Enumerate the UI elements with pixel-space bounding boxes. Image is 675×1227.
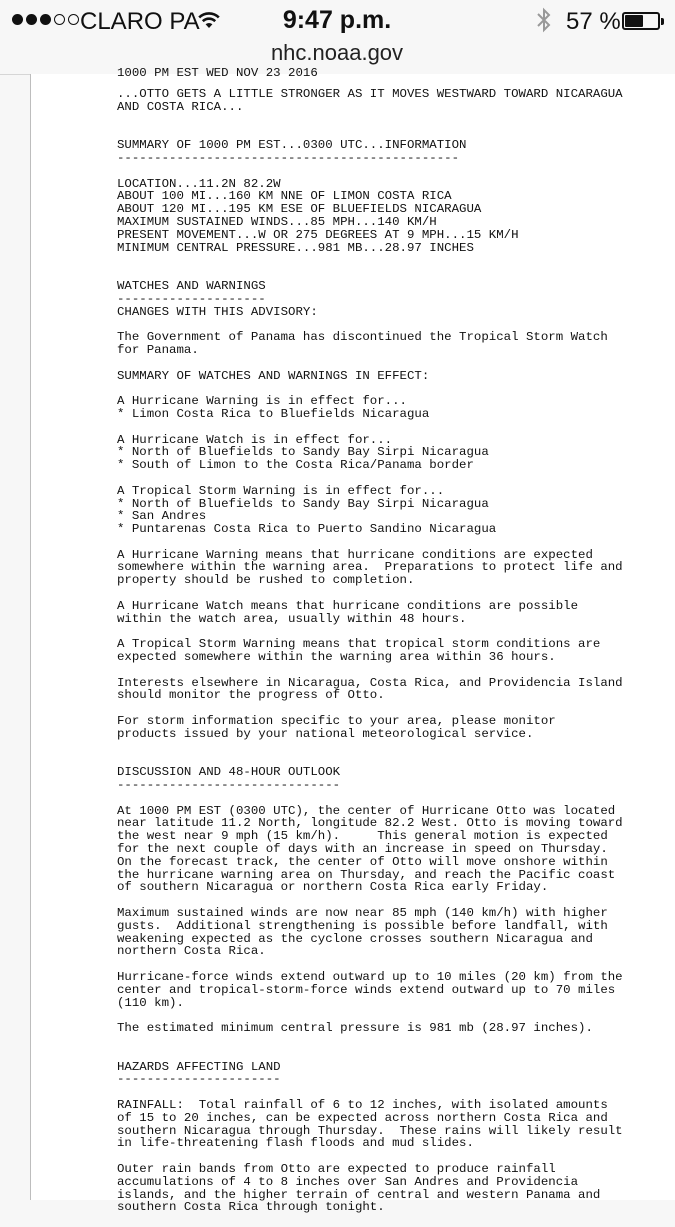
summary-heading: SUMMARY OF 1000 PM EST...0300 UTC...INFORMATION ---------------------------------------------- (117, 138, 467, 165)
web-page-content (30, 66, 675, 1215)
summary-watches-heading: SUMMARY OF WATCHES AND WARNINGS IN EFFECT: (117, 368, 430, 383)
address-bar[interactable] (0, 40, 674, 75)
hurricane-warning-meaning: A Hurricane Warning means that hurricane conditions are expected somewhere within the warning area. Preparations to protect life and property should be rushed to completion. (117, 547, 623, 588)
url-text: nhc.noaa.gov (270, 40, 404, 65)
clock: 9:47 p.m. (282, 6, 392, 34)
advisory-headline: ...OTTO GETS A LITTLE STRONGER AS IT MOVES WESTWARD TOWARD NICARAGUA AND COSTA RICA... (117, 87, 623, 114)
hurricane-warning-list: A Hurricane Warning is in effect for... * Limon Costa Rica to Bluefields Nicaragua (117, 394, 430, 421)
discussion-paragraph: Maximum sustained winds are now near 85 mph (140 km/h) with higher gusts. Additional strengthening is possible before landfall, with weakening expected as the cyclone crosses southern Nicaragua and northern Costa Rica. (117, 906, 608, 959)
discussion-paragraph: The estimated minimum central pressure is 981 mb (28.97 inches). (117, 1021, 593, 1036)
battery-percent: 57 % (566, 8, 621, 35)
carrier-name: CLARO PA (80, 8, 200, 35)
battery-icon (622, 12, 660, 30)
tropical-storm-warning-meaning: A Tropical Storm Warning means that tropical storm conditions are expected somewhere within the warning area within 36 hours. (117, 637, 601, 665)
battery-level-fill (625, 15, 643, 27)
storm-info-text: For storm information specific to your area, please monitor products issued by your national meteorological service. (117, 714, 556, 741)
rainfall-text: RAINFALL: Total rainfall of 6 to 12 inches, with isolated amounts of 15 to 20 inches, can be expected across northern Costa Rica and southern Nicaragua through Thursday. These rains will likely result in life-threatening flash floods and mud slides. (117, 1097, 623, 1151)
discussion-paragraph: Hurricane-force winds extend outward up to 10 miles (20 km) from the center and tropical-storm-force winds extend outward up to 70 miles (110 km). (117, 969, 623, 1010)
interests-text: Interests elsewhere in Nicaragua, Costa Rica, and Providencia Island should monitor the progress of Otto. (117, 675, 623, 703)
hurricane-watch-meaning: A Hurricane Watch means that hurricane conditions are possible within the watch area, usually within 48 hours. (117, 598, 579, 626)
watches-heading: WATCHES AND WARNINGS -------------------- CHANGES WITH THIS ADVISORY: (117, 278, 318, 319)
outer-rain-text: Outer rain bands from Otto are expected to produce rainfall accumulations of 4 to 8 inches over San Andres and Providencia islands, and the higher terrain of central and western Panama and southern Costa Rica through tonight. (117, 1161, 601, 1215)
summary-items: LOCATION...11.2N 82.2W ABOUT 100 MI...160 KM NNE OF LIMON COSTA RICA ABOUT 120 MI...195 KM ESE OF BLUEFIELDS NICARAGUA MAXIMUM SUSTAINED WINDS...85 MPH...140 KM/H PRESENT MOVEMENT...W OR 275 DEGREES AT 9 MPH...15 KM/H MINIMUM CENTRAL PRESSURE...981 MB...28.97 INCHES (117, 176, 519, 255)
bluetooth-icon (536, 6, 552, 39)
hazards-heading: HAZARDS AFFECTING LAND ---------------------- (117, 1059, 281, 1087)
discussion-heading: DISCUSSION AND 48-HOUR OUTLOOK ------------------------------ (117, 765, 341, 793)
changes-text: The Government of Panama has discontinued the Tropical Storm Watch for Panama. (117, 330, 608, 357)
battery-terminal (661, 18, 664, 25)
tropical-storm-warning-list: A Tropical Storm Warning is in effect for... * North of Bluefields to Sandy Bay Sirpi Nicaragua * San Andres * Puntarenas Costa Rica to Puerto Sandino Nicaragua (117, 483, 497, 537)
advisory-text (117, 88, 667, 1227)
status-bar (0, 0, 674, 40)
discussion-paragraph: At 1000 PM EST (0300 UTC), the center of Hurricane Otto was located near latitude 11.2 North, longitude 82.2 West. Otto is moving toward the west near 9 mph (15 km/h). This general motion is expected for the next couple of days with an increase in speed on Thursday. On the forecast track, the center of Otto will move onshore within the hurricane warning area on Thursday, and reach the Pacific coast of southern Nicaragua or northern Costa Rica early Friday. (117, 803, 623, 895)
advisory-clipped-header: 1000 PM EST WED NOV 23 2016 (117, 66, 318, 80)
hurricane-watch-list: A Hurricane Watch is in effect for... * North of Bluefields to Sandy Bay Sirpi Nicaragua * South of Limon to the Costa Rica/Panama border (117, 432, 489, 473)
